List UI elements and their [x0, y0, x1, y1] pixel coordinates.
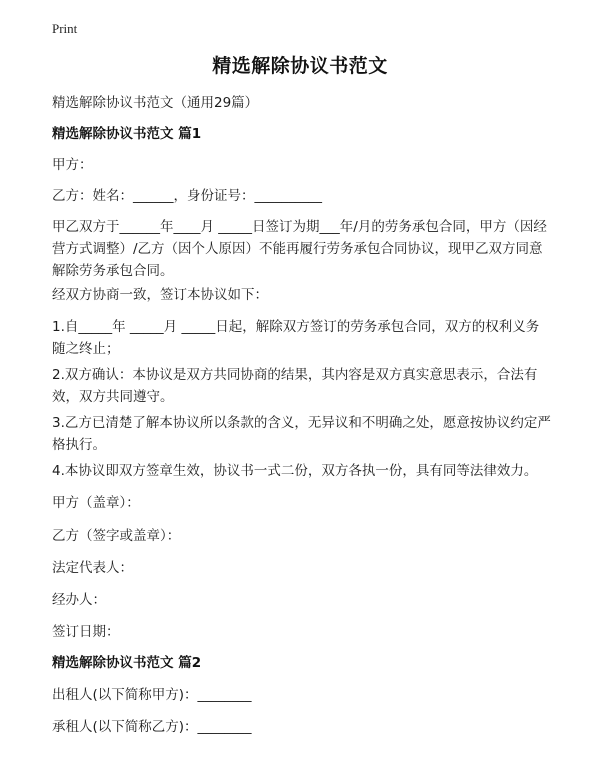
handler-line: 经办人： — [52, 592, 106, 608]
lessor-line: 出租人(以下简称甲方)：________ — [52, 687, 252, 703]
clause-2: 2.双方确认：本协议是双方共同协商的结果，其内容是双方真实意思表示，合法有效，双方共同遵守。 — [52, 367, 538, 405]
document-title: 精选解除协议书范文 — [212, 55, 388, 77]
section-heading-2: 精选解除协议书范文 篇2 — [52, 655, 202, 671]
clause-4: 4.本协议即双方签章生效，协议书一式二份，双方各执一份，具有同等法律效力。 — [52, 463, 538, 479]
intro-paragraph: 甲乙双方于______年____月 _____日签订为期___年/月的劳务承包合同，甲方（因经营方式调整）/乙方（因个人原因）不能再履行劳务承包合同协议，现甲乙双方同意解除劳务承包合同。 — [52, 219, 547, 279]
print-label[interactable]: Print — [52, 21, 78, 36]
agreement-paragraph: 经双方协商一致，签订本协议如下： — [52, 287, 268, 303]
party-b-line: 乙方：姓名：______，身份证号：__________ — [52, 188, 322, 204]
signature-party-b: 乙方（签字或盖章）： — [52, 528, 181, 544]
clause-1: 1.自_____年 _____月 _____日起，解除双方签订的劳务承包合同，双方的权利义务随之终止； — [52, 319, 540, 357]
legal-representative: 法定代表人： — [52, 560, 133, 576]
clause-3: 3.乙方已清楚了解本协议所以条款的含义，无异议和不明确之处，愿意按协议约定严格执行。 — [52, 415, 551, 453]
document-subtitle: 精选解除协议书范文（通用29篇） — [52, 95, 259, 111]
lessee-line: 承租人(以下简称乙方)：________ — [52, 719, 252, 735]
party-a-line: 甲方： — [52, 157, 93, 173]
signature-party-a: 甲方（盖章）： — [52, 495, 140, 511]
section-heading-1: 精选解除协议书范文 篇1 — [52, 126, 202, 142]
signing-date: 签订日期： — [52, 624, 120, 640]
